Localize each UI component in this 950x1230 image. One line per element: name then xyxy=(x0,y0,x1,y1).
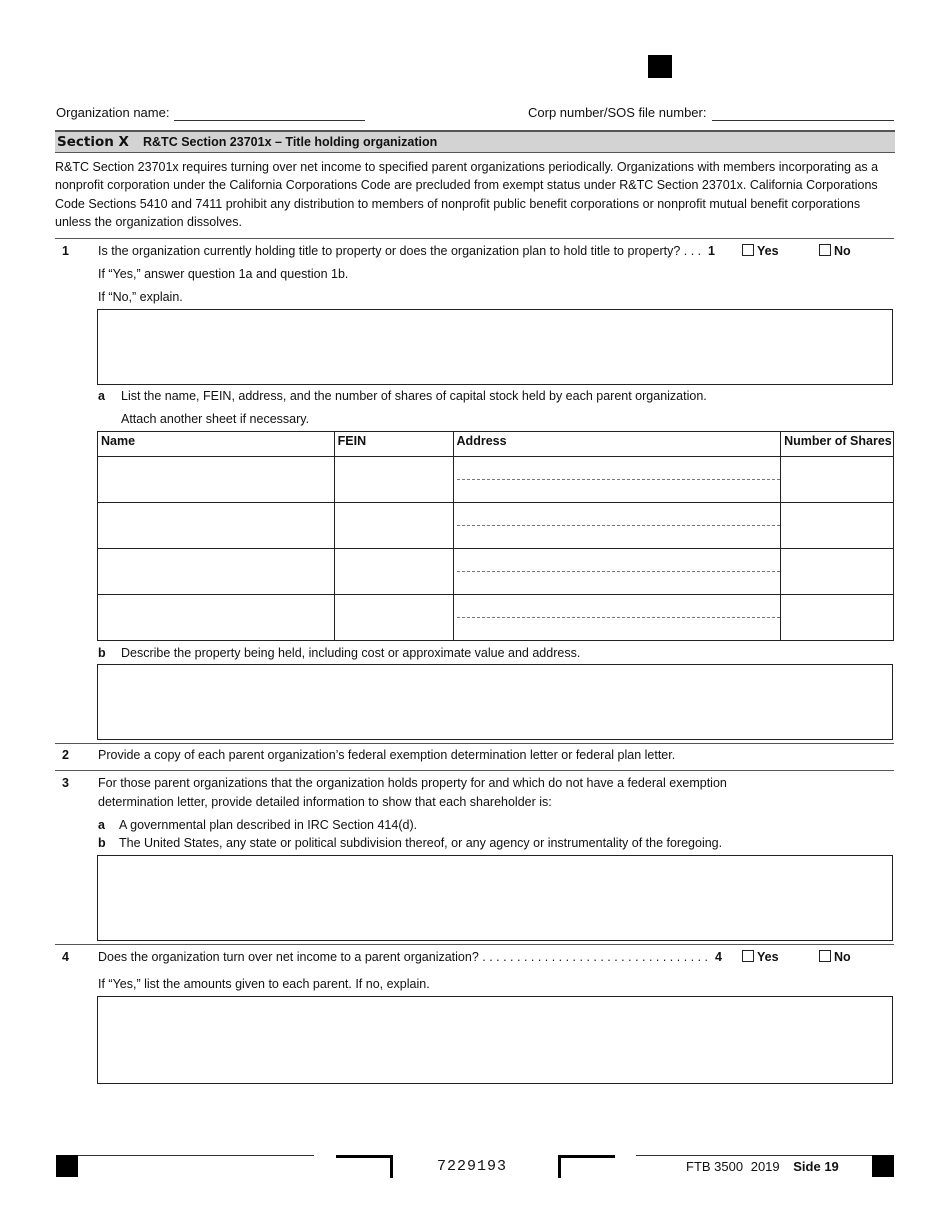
q1-if-yes: If “Yes,” answer question 1a and question 1b. xyxy=(98,267,349,281)
section-header xyxy=(55,130,895,153)
org-name-label: Organization name: xyxy=(56,105,170,120)
q1a-text: List the name, FEIN, address, and the number of shares of capital stock held by each parent organization. xyxy=(121,389,707,403)
table-row xyxy=(98,595,894,641)
table-row xyxy=(98,503,894,549)
registration-mark-bottom-right xyxy=(872,1155,894,1177)
checkbox-icon xyxy=(819,950,831,962)
q1-no-checkbox[interactable] xyxy=(819,244,851,258)
shares-cell[interactable] xyxy=(781,595,894,641)
col-header-shares: Number of Shares xyxy=(781,432,894,457)
form-name: FTB 3500 xyxy=(686,1159,744,1174)
q3b-text: The United States, any state or political subdivision thereof, or any agency or instrumentality of the foregoing. xyxy=(119,836,723,850)
question-number: 2 xyxy=(62,748,69,762)
address-divider xyxy=(457,617,781,618)
col-header-name: Name xyxy=(98,432,335,457)
address-cell[interactable] xyxy=(453,595,781,641)
question-4-ref: 4 xyxy=(715,950,722,964)
fein-cell[interactable] xyxy=(334,457,453,503)
question-1-text: Is the organization currently holding title to property or does the organization plan to hold title to property? . . . xyxy=(98,244,702,258)
yes-label: Yes xyxy=(757,244,779,258)
footer-line xyxy=(78,1155,314,1156)
question-number: 3 xyxy=(62,776,69,790)
q3a-text: A governmental plan described in IRC Section 414(d). xyxy=(119,818,418,832)
divider xyxy=(55,944,894,945)
fein-cell[interactable] xyxy=(334,595,453,641)
table-row xyxy=(98,457,894,503)
name-cell[interactable] xyxy=(98,457,335,503)
address-divider xyxy=(457,571,781,572)
parent-organizations-table xyxy=(97,431,894,641)
checkbox-icon xyxy=(819,244,831,256)
sub-label: a xyxy=(98,389,105,403)
q4-follow-up: If “Yes,” list the amounts given to each parent. If no, explain. xyxy=(98,977,430,991)
registration-mark-top xyxy=(648,55,672,78)
corp-number-field[interactable] xyxy=(712,120,894,121)
checkbox-icon xyxy=(742,950,754,962)
scan-bracket-right xyxy=(558,1155,615,1178)
shares-cell[interactable] xyxy=(781,457,894,503)
page-side: Side 19 xyxy=(793,1159,839,1174)
question-3-text-line1: For those parent organizations that the organization holds property for and which do not have a federal exemption xyxy=(98,776,727,790)
yes-label: Yes xyxy=(757,950,779,964)
name-cell[interactable] xyxy=(98,595,335,641)
q1-if-no: If “No,” explain. xyxy=(98,290,183,304)
section-intro: R&TC Section 23701x requires turning over net income to specified parent organizations periodically. Organizations with members incorporating as a nonprofit corporation under the California Corporations Code are precluded from exempt status under R&TC Section 23701x. California Corporations Code Sections 5410 and 7411 prohibit any distribution to members of nonprofit public benefit corporations or nonprofit mutual benefit corporations unless the organization dissolves. xyxy=(55,160,879,230)
form-year: 2019 xyxy=(750,1159,780,1174)
footer-line xyxy=(636,1155,872,1156)
address-cell[interactable] xyxy=(453,549,781,595)
col-header-address: Address xyxy=(453,432,781,457)
shares-cell[interactable] xyxy=(781,503,894,549)
question-3-text-line2: determination letter, provide detailed information to show that each shareholder is: xyxy=(98,795,552,809)
registration-mark-bottom-left xyxy=(56,1155,78,1177)
question-number: 1 xyxy=(62,244,69,258)
q3-explain-box[interactable] xyxy=(97,855,893,941)
sub-label: b xyxy=(98,646,106,660)
name-cell[interactable] xyxy=(98,549,335,595)
q1-explain-box[interactable] xyxy=(97,309,893,385)
table-row xyxy=(98,549,894,595)
q4-no-checkbox[interactable] xyxy=(819,950,851,964)
q1-yes-checkbox[interactable] xyxy=(742,244,779,258)
address-cell[interactable] xyxy=(453,457,781,503)
address-divider xyxy=(457,525,781,526)
sub-label: b xyxy=(98,836,106,850)
question-2-text: Provide a copy of each parent organization’s federal exemption determination letter or federal plan letter. xyxy=(98,748,676,762)
q1a-attach: Attach another sheet if necessary. xyxy=(121,412,310,426)
sub-label: a xyxy=(98,818,105,832)
question-4-text: Does the organization turn over net income to a parent organization? . . . . . . . . . . . . . . . . . . . . . . . . . . . . . . . . . xyxy=(98,950,709,964)
q1b-text: Describe the property being held, including cost or approximate value and address. xyxy=(121,646,581,660)
divider xyxy=(55,238,894,239)
question-1-ref: 1 xyxy=(708,244,715,258)
q4-explain-box[interactable] xyxy=(97,996,893,1084)
scan-bracket-left xyxy=(336,1155,393,1178)
no-label: No xyxy=(834,244,851,258)
form-code: 7229193 xyxy=(437,1158,508,1175)
divider xyxy=(55,770,894,771)
section-title: R&TC Section 23701x – Title holding organization xyxy=(143,135,438,149)
fein-cell[interactable] xyxy=(334,549,453,595)
footer-form-id xyxy=(686,1159,839,1174)
q4-yes-checkbox[interactable] xyxy=(742,950,779,964)
col-header-fein: FEIN xyxy=(334,432,453,457)
q1b-description-box[interactable] xyxy=(97,664,893,740)
section-label: Section X xyxy=(57,134,129,150)
name-cell[interactable] xyxy=(98,503,335,549)
question-number: 4 xyxy=(62,950,69,964)
shares-cell[interactable] xyxy=(781,549,894,595)
no-label: No xyxy=(834,950,851,964)
address-divider xyxy=(457,479,781,480)
org-name-field[interactable] xyxy=(174,120,365,121)
checkbox-icon xyxy=(742,244,754,256)
fein-cell[interactable] xyxy=(334,503,453,549)
address-cell[interactable] xyxy=(453,503,781,549)
divider xyxy=(55,743,894,744)
corp-number-label: Corp number/SOS file number: xyxy=(528,105,707,120)
